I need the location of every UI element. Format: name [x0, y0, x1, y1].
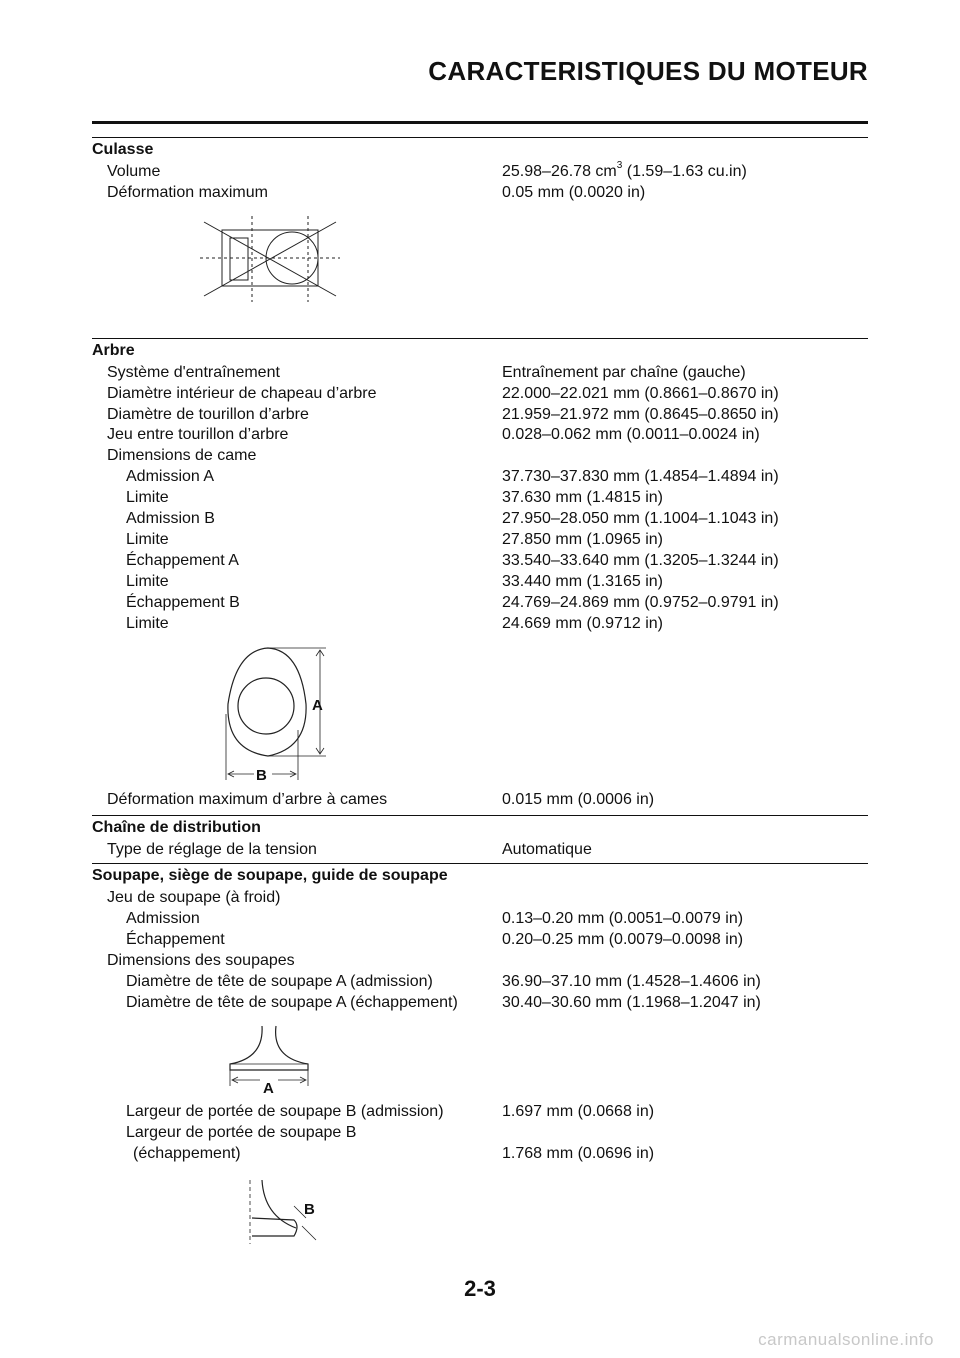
section-divider [92, 338, 868, 339]
section-heading-soupape: Soupape, siège de soupape, guide de soupape [92, 867, 448, 884]
valve-dimension-a-label: A [263, 1080, 274, 1097]
section-heading-arbre: Arbre [92, 342, 135, 359]
page-title: CARACTERISTIQUES DU MOTEUR [428, 56, 868, 86]
section-divider [92, 863, 868, 864]
header-rule [92, 121, 868, 124]
valve-seat-diagram [240, 1176, 330, 1248]
spec-value: 0.05 mm (0.0020 in) [502, 184, 646, 201]
section-heading-chaine: Chaîne de distribution [92, 819, 261, 836]
section-heading-culasse: Culasse [92, 141, 154, 158]
section-divider [92, 137, 868, 138]
valve-outline [230, 1026, 308, 1070]
cam-lobe-outline [228, 648, 306, 756]
spec-label: Volume [107, 163, 161, 180]
cylinder-head-warp-diagram [200, 214, 340, 304]
spec-label: Déformation maximum [107, 184, 268, 201]
cam-dimension-b-label: B [256, 767, 267, 784]
seat-dimension-b-label: B [304, 1201, 315, 1218]
section-divider [92, 815, 868, 816]
page-number: 2-3 [464, 1276, 496, 1301]
spec-value: 25.98–26.78 $cm^3$ (1.59–1.63 cu.in) [502, 159, 747, 180]
cam-lobe-diagram [214, 644, 334, 786]
watermark: carmanualsonline.info [758, 1330, 934, 1349]
seat-outline [262, 1180, 296, 1228]
valve-head-diagram [222, 1024, 318, 1100]
cam-dimension-a-label: A [312, 697, 323, 714]
